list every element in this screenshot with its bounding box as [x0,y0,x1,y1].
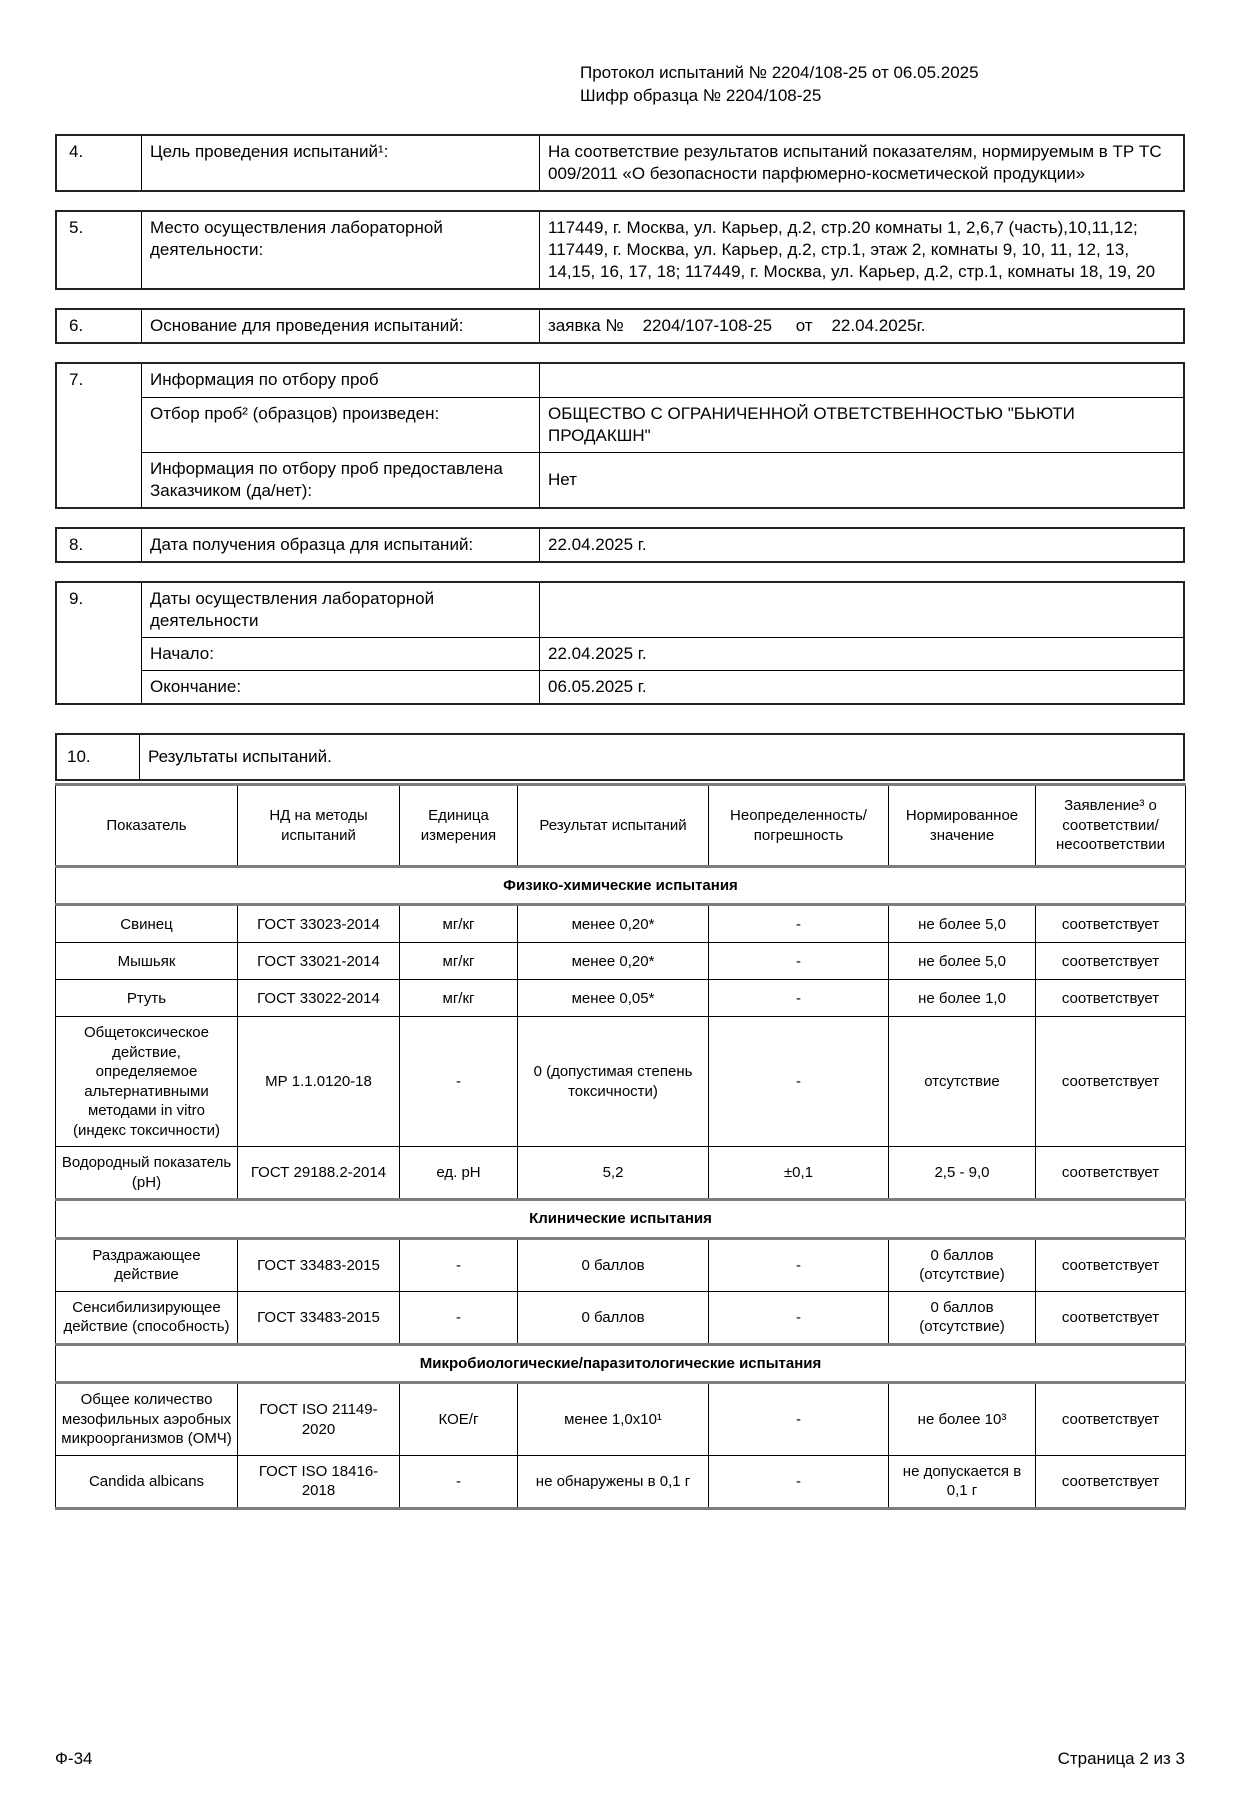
result-cell: соответствует [1036,1383,1186,1456]
section-row [56,1200,1186,1239]
section-label: Микробиологические/паразитологические испытания [56,1344,1186,1383]
info-table [55,362,1185,508]
result-cell: Ртуть [56,980,238,1017]
result-cell: менее 0,05* [518,980,709,1017]
result-cell: 2,5 - 9,0 [889,1147,1036,1200]
document-header [580,62,1185,108]
result-row [56,980,1186,1017]
result-cell: соответствует [1036,943,1186,980]
result-cell: - [400,1238,518,1291]
info-tables-container [55,134,1185,706]
result-row [56,943,1186,980]
result-cell: Свинец [56,905,238,943]
result-cell: 0 баллов (отсутствие) [889,1238,1036,1291]
result-cell: Раздражающее действие [56,1238,238,1291]
row-value: 22.04.2025 г. [540,528,1185,562]
section-number: 10. [56,734,140,780]
result-cell: соответствует [1036,980,1186,1017]
document-footer [55,1749,1185,1769]
row-value: ОБЩЕСТВО С ОГРАНИЧЕННОЙ ОТВЕТСТВЕННОСТЬЮ "БЬЮТИ ПРОДАКШН" [540,397,1185,452]
result-cell: Candida albicans [56,1455,238,1508]
result-cell: - [709,1291,889,1344]
info-row [56,671,1184,705]
result-cell: не более 5,0 [889,905,1036,943]
section-title: Результаты испытаний. [140,734,1185,780]
result-cell: менее 1,0x10¹ [518,1383,709,1456]
section-row [56,866,1186,905]
results-header-cell: Единица измерения [400,785,518,867]
result-cell: не обнаружены в 0,1 г [518,1455,709,1508]
row-number: 8. [56,528,142,562]
row-label: Информация по отбору проб [142,363,540,397]
results-header-cell: Результат испытаний [518,785,709,867]
result-cell: менее 0,20* [518,943,709,980]
result-cell: ГОСТ 33483-2015 [238,1238,400,1291]
result-cell: ГОСТ 29188.2-2014 [238,1147,400,1200]
result-cell: соответствует [1036,1147,1186,1200]
row-label: Окончание: [142,671,540,705]
results-caption-row [56,734,1184,780]
results-caption-table [55,733,1185,781]
row-number: 5. [56,211,142,289]
result-row [56,1017,1186,1147]
result-cell: - [400,1455,518,1508]
row-number: 7. [56,363,142,507]
result-cell: не допускается в 0,1 г [889,1455,1036,1508]
result-cell: КОЕ/г [400,1383,518,1456]
row-label: Основание для проведения испытаний: [142,309,540,343]
result-cell: - [400,1291,518,1344]
result-row [56,1291,1186,1344]
result-cell: соответствует [1036,1291,1186,1344]
row-value: заявка № 2204/107-108-25 от 22.04.2025г. [540,309,1185,343]
section-label: Физико-химические испытания [56,866,1186,905]
result-cell: ГОСТ 33483-2015 [238,1291,400,1344]
info-row [56,528,1184,562]
info-row [56,638,1184,671]
result-cell: ед. pH [400,1147,518,1200]
info-row [56,363,1184,397]
info-table [55,210,1185,290]
result-cell: соответствует [1036,905,1186,943]
protocol-number-line: Протокол испытаний № 2204/108-25 от 06.05.2025 [580,63,979,82]
result-cell: ГОСТ ISO 21149-2020 [238,1383,400,1456]
info-row [56,135,1184,191]
result-cell: - [709,980,889,1017]
info-row [56,211,1184,289]
info-row [56,397,1184,452]
row-number: 9. [56,582,142,704]
row-value: На соответствие результатов испытаний показателям, нормируемым в ТР ТС 009/2011 «О безопасности парфюмерно-косметической продукции» [540,135,1185,191]
row-label: Место осуществления лабораторной деятельности: [142,211,540,289]
result-row [56,905,1186,943]
result-row [56,1147,1186,1200]
info-table [55,527,1185,563]
result-cell: ГОСТ 33021-2014 [238,943,400,980]
info-table [55,581,1185,705]
results-header-cell: НД на методы испытаний [238,785,400,867]
result-cell: не более 10³ [889,1383,1036,1456]
result-cell: - [400,1017,518,1147]
row-value [540,582,1185,638]
result-cell: соответствует [1036,1017,1186,1147]
results-header-cell: Нормированное значение [889,785,1036,867]
results-header-cell: Заявление³ о соответствии/ несоответствии [1036,785,1186,867]
row-label: Цель проведения испытаний¹: [142,135,540,191]
result-cell: Общетоксическое действие, определяемое альтернативными методами in vitro (индекс токсичности) [56,1017,238,1147]
result-cell: Мышьяк [56,943,238,980]
info-row [56,582,1184,638]
results-header-row [56,785,1186,867]
result-cell: 5,2 [518,1147,709,1200]
result-cell: Сенсибилизирующее действие (способность) [56,1291,238,1344]
info-table [55,308,1185,344]
row-label: Дата получения образца для испытаний: [142,528,540,562]
row-value [540,363,1185,397]
result-cell: 0 баллов [518,1238,709,1291]
result-cell: - [709,943,889,980]
section-label: Клинические испытания [56,1200,1186,1239]
info-table [55,134,1185,192]
result-cell: мг/кг [400,943,518,980]
result-cell: мг/кг [400,980,518,1017]
result-cell: соответствует [1036,1238,1186,1291]
row-label: Начало: [142,638,540,671]
info-row [56,309,1184,343]
result-cell: менее 0,20* [518,905,709,943]
result-row [56,1238,1186,1291]
page-indicator: Страница 2 из 3 [1057,1749,1185,1768]
result-cell: не более 5,0 [889,943,1036,980]
result-cell: не более 1,0 [889,980,1036,1017]
result-cell: 0 баллов (отсутствие) [889,1291,1036,1344]
sample-code-line: Шифр образца № 2204/108-25 [580,85,822,105]
result-cell: соответствует [1036,1455,1186,1508]
row-label: Даты осуществления лабораторной деятельности [142,582,540,638]
row-number: 6. [56,309,142,343]
result-cell: - [709,1238,889,1291]
row-label: Отбор проб² (образцов) произведен: [142,397,540,452]
results-header-cell: Неопределенность/ погрешность [709,785,889,867]
result-cell: - [709,1383,889,1456]
row-value: 06.05.2025 г. [540,671,1185,705]
result-cell: ГОСТ ISO 18416-2018 [238,1455,400,1508]
info-row [56,452,1184,508]
form-code: Ф-34 [55,1749,93,1768]
result-cell: ±0,1 [709,1147,889,1200]
result-cell: отсутствие [889,1017,1036,1147]
results-header-cell: Показатель [56,785,238,867]
result-cell: - [709,1017,889,1147]
row-value: Нет [540,452,1185,508]
row-value: 117449, г. Москва, ул. Карьер, д.2, стр.20 комнаты 1, 2,6,7 (часть),10,11,12; 117449, г. Москва, ул. Карьер, д.2, стр.1, этаж 2, комнаты 9, 10, 11, 12, 13, 14,15, 16, 17, 18; 117449, г. Москва, ул. Карьер, д.2, стр.1, комнаты 18, 19, 20 [540,211,1185,289]
result-cell: - [709,1455,889,1508]
section-row [56,1344,1186,1383]
row-label: Информация по отбору проб предоставлена Заказчиком (да/нет): [142,452,540,508]
result-cell: 0 баллов [518,1291,709,1344]
result-row [56,1383,1186,1456]
result-cell: Общее количество мезофильных аэробных микроорганизмов (ОМЧ) [56,1383,238,1456]
result-cell: 0 (допустимая степень токсичности) [518,1017,709,1147]
row-number: 4. [56,135,142,191]
row-value: 22.04.2025 г. [540,638,1185,671]
result-cell: Водородный показатель (pH) [56,1147,238,1200]
result-cell: ГОСТ 33022-2014 [238,980,400,1017]
result-cell: МР 1.1.0120-18 [238,1017,400,1147]
result-cell: мг/кг [400,905,518,943]
result-cell: - [709,905,889,943]
document-page [0,62,1241,1817]
results-table [55,783,1186,1510]
result-row [56,1455,1186,1508]
result-cell: ГОСТ 33023-2014 [238,905,400,943]
